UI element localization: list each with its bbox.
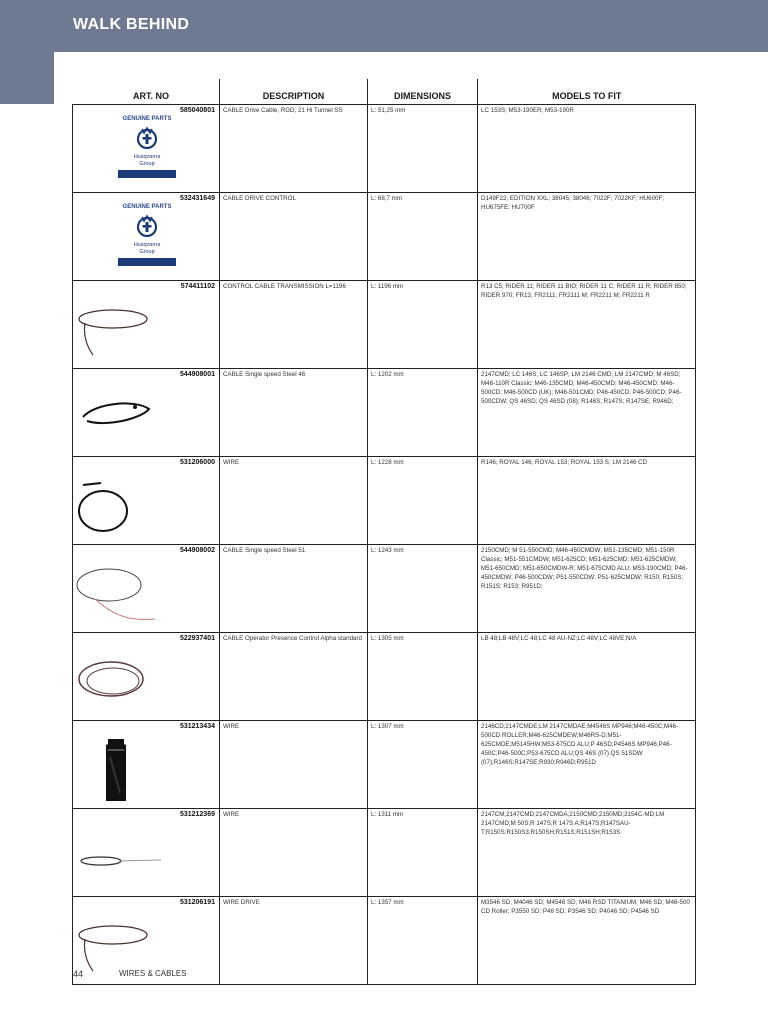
description-cell: CABLE DRIVE CONTROL — [220, 193, 368, 281]
product-cable-image — [75, 471, 219, 539]
table-row — [73, 633, 696, 721]
art-no: 544908001 — [179, 371, 215, 378]
table-row — [73, 545, 696, 633]
logo-bar — [118, 258, 176, 266]
husqvarna-crown-icon — [135, 126, 159, 150]
art-no-cell — [73, 633, 220, 721]
description-cell: WIRE DRIVE — [220, 897, 368, 985]
dimensions-cell: L: 1311 mm — [368, 809, 478, 897]
genuine-parts-label: GENUINE PARTS — [122, 116, 172, 122]
art-no-cell — [73, 193, 220, 281]
column-header-art-no: ART. NO — [73, 79, 220, 105]
models-cell: M3546 SD; M4046 SD; M4546 SD; M46 RSD TITANIUM; M46 SD; M46-500 CD Roller; P3550 SD; P46 SD; P3546 SD; P4046 SD; P4546 SD — [478, 897, 696, 985]
art-no: 531213434 — [179, 723, 215, 730]
models-cell: 2147CMD; LC 146S; LC 146SP; LM 2146 CMD; LM 2147CMD; M 46SD; M46-110R Classic; M46-135CMD; M46-450CMD; M46-450CMD; M46-500CD; M46-500CD (UK); M46-501CMD; P46-450CD; P46-500CD; P46-500CDW; QS 46SD; QS 46SD (08); R146S; R147S; R147SE; R946D; — [478, 369, 696, 457]
art-no: 574411102 — [180, 283, 215, 290]
husqvarna-crown-icon — [135, 214, 159, 238]
dimensions-cell: L: 1202 mm — [368, 369, 478, 457]
dimensions-cell: L: 1307 mm — [368, 721, 478, 809]
table-header-row — [73, 79, 696, 105]
art-no-cell — [73, 721, 220, 809]
description-cell: CABLE Operator Presence Control Alpha standard — [220, 633, 368, 721]
models-cell: 2150CMD; M 51-550CMD; M46-450CMDW; M51-135CMD; M51-150R Classic; M51-551CMDW; M51-625CD; M51-625CMD; M51-625CMDW; M51-650CMD; M51-650CMDW-R; M51-675CMD ALU; M53-190CMD; P46-450CMDW; P46-500CDW; P51-550CDW; P51-625CMDW; R150; R150S; R151S; R153; R951D; — [478, 545, 696, 633]
description-cell: CONTROL CABLE TRANSMISSION L=1196 — [220, 281, 368, 369]
table-row — [73, 105, 696, 193]
description-cell: WIRE — [220, 721, 368, 809]
product-cable-image — [75, 647, 219, 715]
dimensions-cell: L: 68,7 mm — [368, 193, 478, 281]
dimensions-cell: L: 1305 mm — [368, 633, 478, 721]
description-cell: CABLE Single speed Steel 51 — [220, 545, 368, 633]
parts-table — [72, 79, 696, 985]
table-row — [73, 809, 696, 897]
art-no-cell — [73, 105, 220, 193]
product-cable-image — [75, 823, 219, 891]
table-row — [73, 457, 696, 545]
description-cell: CABLE Drive Cable, RGD, 21 Hi Tunnel SS — [220, 105, 368, 193]
brand-line-2: Group — [139, 161, 155, 167]
art-no: 531212369 — [179, 811, 215, 818]
art-no-cell — [73, 457, 220, 545]
logo-bar — [118, 170, 176, 178]
table-row — [73, 193, 696, 281]
description-cell: WIRE — [220, 809, 368, 897]
models-cell: 2147CM;2147CMD;2147CMDA;2150CMD;2150MD;2154C-MD;LM 2147CMD;M 50S;R 147S;R 147S A;R147S;R147SAU-T;R150S;R150S3;R150SH;R151S;R151SH;R153S — [478, 809, 696, 897]
header-banner — [0, 0, 768, 52]
art-no: 585040801 — [179, 107, 215, 114]
models-cell: R13 C5; RIDER 11; RIDER 11 BIO; RIDER 11 C; RIDER 11 R; RIDER 850; RIDER 970; FR13; FR2111; FR2111 M; FR2211 M; FR2211 R — [478, 281, 696, 369]
art-no-cell — [73, 369, 220, 457]
product-cable-image — [75, 295, 219, 363]
art-no: 531206191 — [179, 899, 215, 906]
page-number: 44 — [73, 969, 84, 979]
genuine-parts-label: GENUINE PARTS — [122, 204, 172, 210]
table-row — [73, 721, 696, 809]
dimensions-cell: L: 1228 mm — [368, 457, 478, 545]
dimensions-cell: L: 1357 mm — [368, 897, 478, 985]
dimensions-cell: L: 1196 mm — [368, 281, 478, 369]
art-no: 522937401 — [179, 635, 215, 642]
models-cell: 2146CD;2147CMDE;LM 2147CMDAE;M4546S MP946;M46-450C;M46-500CD ROLLER;M46-625CMDEW;M46RS-D;M51-625CMDE;M5145HW;M53-675CD ALU;P 46SD;P4546S MP946;P46-450C;P46-500C;P53-675CD ALU;QS 46S (07);QS 51SDW (07);R146S;R147SE;R930;R946D;R951D — [478, 721, 696, 809]
models-cell: LC 153S; M53-190ER; M53-190R — [478, 105, 696, 193]
art-no: 531206000 — [179, 459, 215, 466]
table-row — [73, 281, 696, 369]
section-name: WIRES & CABLES — [119, 969, 187, 978]
dimensions-cell: L: 1243 mm — [368, 545, 478, 633]
art-no-cell — [73, 809, 220, 897]
column-header-description: DESCRIPTION — [220, 79, 368, 105]
dimensions-cell: L: 51,25 mm — [368, 105, 478, 193]
description-cell: WIRE — [220, 457, 368, 545]
brand-line-2: Group — [139, 249, 155, 255]
art-no-cell — [73, 545, 220, 633]
column-header-models: MODELS TO FIT — [478, 79, 696, 105]
table-row — [73, 369, 696, 457]
product-cable-image — [75, 383, 219, 451]
models-cell: LB 48;LB 48V;LC 48;LC 48 AU-NZ;LC 48V;LC 48VE;N/A — [478, 633, 696, 721]
header-banner-tab — [0, 52, 54, 104]
brand-line-1: Husqvarna — [133, 242, 161, 248]
art-no-cell — [73, 281, 220, 369]
description-cell: CABLE Single speed Steel 46 — [220, 369, 368, 457]
genuine-parts-logo — [87, 115, 207, 185]
genuine-parts-logo — [87, 203, 207, 273]
art-no: 544908002 — [179, 547, 215, 554]
art-no: 532431649 — [179, 195, 215, 202]
models-cell: R146; ROYAL 146; ROYAL 153; ROYAL 153 S; LM 2146 CD — [478, 457, 696, 545]
product-cable-image — [75, 559, 219, 627]
column-header-dimensions: DIMENSIONS — [368, 79, 478, 105]
product-package-image — [75, 735, 219, 803]
brand-line-1: Husqvarna — [133, 154, 161, 160]
models-cell: D149F22; EDITION XXL; 38045; 38046; 7022F; 7022KF; HU600F; HU675FE; HU700F — [478, 193, 696, 281]
page-title: WALK BEHIND — [73, 16, 190, 33]
